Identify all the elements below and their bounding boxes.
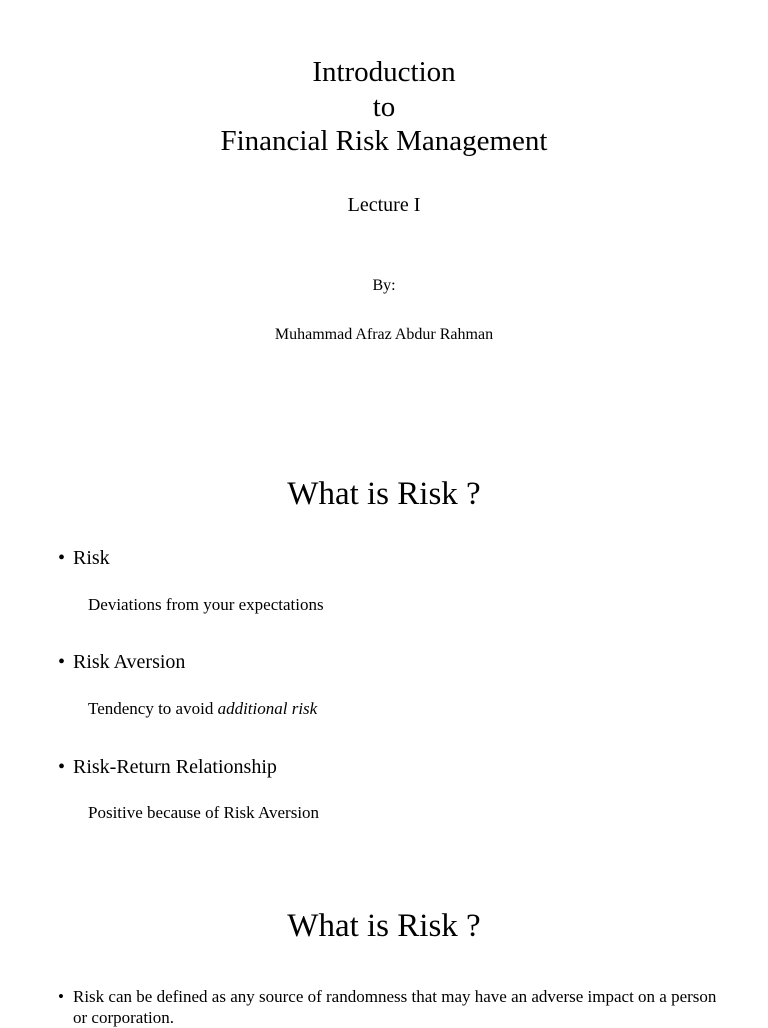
bullet-text: Risk — [73, 547, 110, 569]
by-label: By: — [372, 277, 396, 294]
bullet-item — [58, 651, 185, 674]
bullet-detail: Deviations from your expectations — [88, 595, 324, 614]
detail-emphasis: additional risk — [217, 699, 318, 718]
slide-heading: What is Risk ? — [287, 476, 481, 512]
title-line-2: to — [372, 91, 396, 123]
bullet-item — [58, 756, 277, 779]
bullet-text: Risk can be defined as any source of randomness that may have an adverse impact on a person or corporation. — [73, 987, 717, 1027]
slide-heading: What is Risk ? — [287, 908, 481, 944]
lecture-label: Lecture I — [347, 194, 421, 216]
title-line-3: Financial Risk Management — [220, 125, 548, 157]
bullet-detail: Positive because of Risk Aversion — [88, 803, 320, 822]
bullet-dot: • — [58, 651, 66, 673]
bullet-detail — [88, 699, 317, 719]
bullet-text: Risk-Return Relationship — [73, 756, 277, 778]
title-line-1: Introduction — [312, 56, 456, 88]
bullet-text: Risk Aversion — [73, 651, 186, 673]
detail-text: Tendency to avoid — [88, 699, 218, 718]
bullet-item — [58, 547, 110, 570]
bullet-dot: • — [58, 987, 64, 1006]
author-name: Muhammad Afraz Abdur Rahman — [274, 326, 494, 343]
bullet-dot: • — [58, 756, 66, 778]
bullet-item — [58, 986, 733, 1028]
bullet-dot: • — [58, 547, 66, 569]
